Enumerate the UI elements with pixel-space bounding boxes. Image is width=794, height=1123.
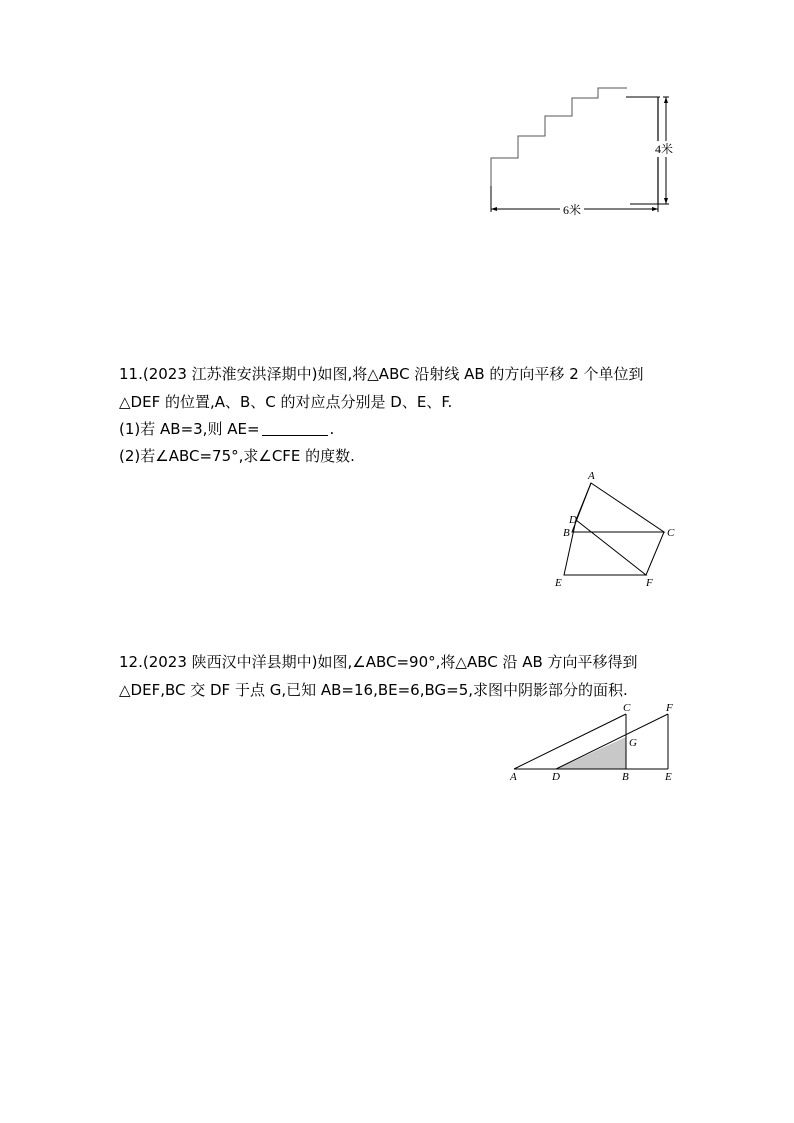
q11-part1-end: .	[329, 420, 335, 438]
label-b: B	[563, 527, 570, 539]
label-e: E	[555, 577, 562, 589]
label-f: F	[646, 577, 653, 589]
q11-part1-text: (1)若 AB=3,则 AE=	[119, 420, 260, 438]
segment-cf	[646, 532, 664, 575]
q12-figure	[505, 700, 685, 788]
triangle-abc	[572, 483, 664, 532]
label-d: D	[569, 514, 577, 526]
label-a: A	[510, 771, 517, 783]
label-e: E	[665, 771, 672, 783]
q11-figure	[548, 466, 688, 592]
label-b: B	[622, 771, 629, 783]
triangle-def	[564, 520, 646, 575]
q11-part2: (2)若∠ABC=75°,求∠CFE 的度数.	[119, 447, 355, 465]
label-a: A	[588, 470, 595, 482]
staircase-figure	[480, 88, 690, 228]
q11-line1: 11.(2023 江苏淮安洪泽期中)如图,将△ABC 沿射线 AB 的方向平移 2 个单位到	[119, 365, 644, 383]
label-g: G	[629, 737, 637, 749]
label-c: C	[623, 702, 631, 714]
staircase-outline	[491, 88, 627, 186]
label-c: C	[667, 527, 675, 539]
q12-line2: △DEF,BC 交 DF 于点 G,已知 AB=16,BE=6,BG=5,求图中阴影部分的面积.	[119, 681, 628, 699]
q11-line2: △DEF 的位置,A、B、C 的对应点分别是 D、E、F.	[119, 393, 453, 411]
segment-ad	[576, 483, 591, 520]
q12-line1: 12.(2023 陕西汉中洋县期中)如图,∠ABC=90°,将△ABC 沿 AB 方向平移得到	[119, 653, 638, 671]
q11-part1	[119, 419, 334, 439]
width-label: 6米	[562, 203, 582, 217]
height-label: 4米	[654, 142, 674, 156]
label-f: F	[666, 702, 673, 714]
label-d: D	[552, 771, 560, 783]
answer-blank[interactable]	[262, 421, 328, 436]
